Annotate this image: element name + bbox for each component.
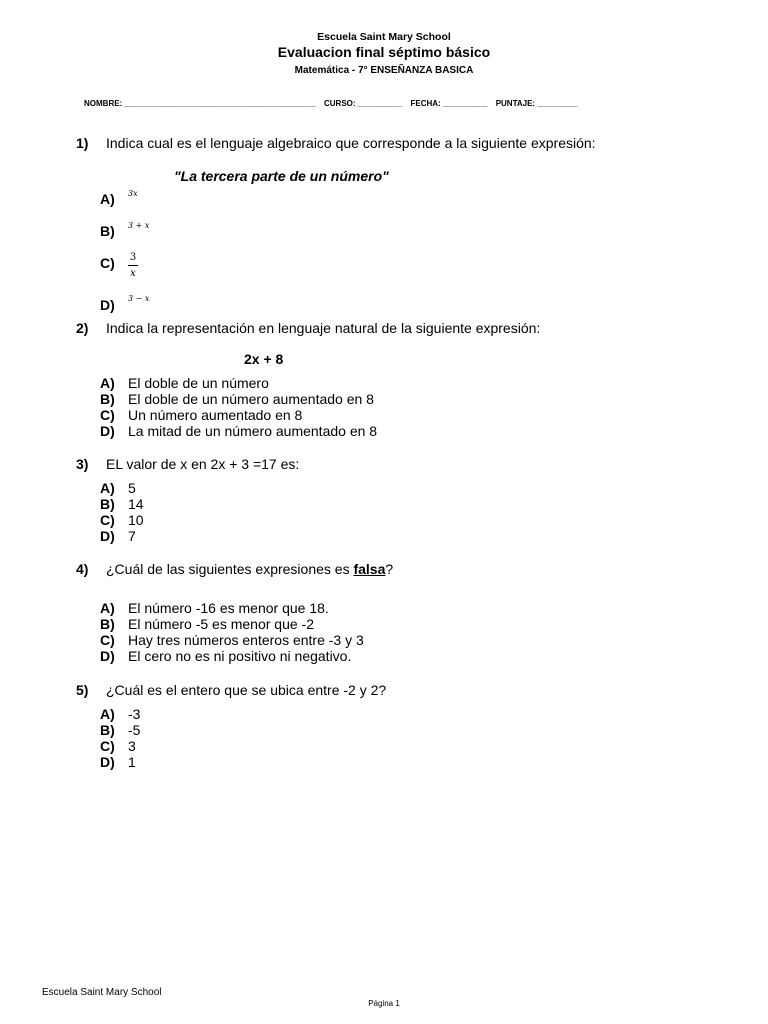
question-4-options xyxy=(100,600,364,664)
exam-title: Evaluacion final séptimo básico xyxy=(277,44,491,60)
question-text: Indica cual es el lenguaje algebraico que corresponde a la siguiente expresión: xyxy=(106,135,596,151)
option-1c-fraction xyxy=(128,252,138,279)
option-3a xyxy=(100,480,144,496)
option-text: -3 xyxy=(128,706,141,722)
field-nombre: NOMBRE: ___________________________________________ xyxy=(84,99,316,108)
option-letter: A) xyxy=(100,375,115,391)
option-3c xyxy=(100,512,144,528)
field-fecha: FECHA: __________ xyxy=(410,99,488,108)
question-number: 5) xyxy=(76,682,89,698)
option-5a xyxy=(100,706,140,722)
question-text: ¿Cuál de las siguientes expresiones es xyxy=(106,561,354,577)
question-emphasis: falsa xyxy=(353,561,386,577)
option-letter: C) xyxy=(100,407,115,423)
fraction-bar xyxy=(128,265,138,266)
option-text: 1 xyxy=(128,754,136,770)
option-letter: B) xyxy=(100,722,115,738)
option-1a xyxy=(100,191,128,207)
question-number: 1) xyxy=(76,135,89,151)
option-2a xyxy=(100,375,377,391)
option-letter: A) xyxy=(100,191,115,207)
question-4 xyxy=(76,561,393,577)
option-1d xyxy=(100,297,128,313)
page-number: Página 1 xyxy=(368,999,400,1008)
question-3-options xyxy=(100,480,144,544)
option-2d xyxy=(100,423,377,439)
option-letter: B) xyxy=(100,391,115,407)
option-3d xyxy=(100,528,144,544)
fraction-numerator: 3 xyxy=(129,252,137,263)
question-number: 4) xyxy=(76,561,89,577)
footer-school: Escuela Saint Mary School xyxy=(42,987,162,998)
option-text: -5 xyxy=(128,722,141,738)
option-text: El doble de un número aumentado en 8 xyxy=(128,391,374,407)
question-text-end: ? xyxy=(385,561,394,577)
option-text: La mitad de un número aumentado en 8 xyxy=(128,423,378,439)
question-5-options xyxy=(100,706,140,770)
option-text: 10 xyxy=(128,512,144,528)
option-text: 5 xyxy=(128,480,136,496)
question-number: 2) xyxy=(76,320,89,336)
option-5c xyxy=(100,738,140,754)
option-1a-expr: 3x xyxy=(128,189,138,198)
option-letter: D) xyxy=(100,297,115,313)
option-letter: A) xyxy=(100,600,115,616)
school-name: Escuela Saint Mary School xyxy=(317,31,451,43)
option-text: Hay tres números enteros entre -3 y 3 xyxy=(128,632,364,648)
question-1-quote: "La tercera parte de un número" xyxy=(174,168,389,184)
question-5 xyxy=(76,682,386,698)
question-number: 3) xyxy=(76,456,89,472)
option-1b xyxy=(100,223,128,239)
question-text: EL valor de x en 2x + 3 =17 es: xyxy=(106,456,300,472)
exam-subtitle: Matemática - 7° ENSEÑANZA BASICA xyxy=(294,65,474,76)
option-letter: C) xyxy=(100,512,115,528)
option-text: El cero no es ni positivo ni negativo. xyxy=(128,648,352,664)
option-5b xyxy=(100,722,140,738)
question-text: ¿Cuál es el entero que se ubica entre -2 y 2? xyxy=(106,682,387,698)
option-letter: C) xyxy=(100,632,115,648)
option-text: 3 xyxy=(128,738,136,754)
option-2b xyxy=(100,391,377,407)
option-2c xyxy=(100,407,377,423)
option-letter: D) xyxy=(100,528,115,544)
option-3b xyxy=(100,496,144,512)
option-text: El número -5 es menor que -2 xyxy=(128,616,314,632)
student-fields xyxy=(84,99,684,108)
question-text: Indica la representación en lenguaje natural de la siguiente expresión: xyxy=(106,320,541,336)
option-letter: D) xyxy=(100,754,115,770)
option-5d xyxy=(100,754,140,770)
question-2 xyxy=(76,320,540,336)
option-letter: A) xyxy=(100,480,115,496)
option-letter: C) xyxy=(100,738,115,754)
option-1d-expr: 3 − x xyxy=(128,294,150,303)
option-text: 14 xyxy=(128,496,144,512)
option-text: El doble de un número xyxy=(128,375,269,391)
option-1c xyxy=(100,255,128,271)
field-puntaje: PUNTAJE: _________ xyxy=(495,99,578,108)
option-4a xyxy=(100,600,364,616)
question-2-options xyxy=(100,375,377,439)
question-1 xyxy=(76,135,596,151)
field-curso: CURSO: __________ xyxy=(324,99,403,108)
option-letter: B) xyxy=(100,496,115,512)
option-4d xyxy=(100,648,364,664)
question-2-expression: 2x + 8 xyxy=(244,351,284,367)
option-letter: B) xyxy=(100,223,115,239)
option-text: 7 xyxy=(128,528,136,544)
option-text: El número -16 es menor que 18. xyxy=(128,600,329,616)
option-4c xyxy=(100,632,364,648)
option-text: Un número aumentado en 8 xyxy=(128,407,303,423)
option-letter: D) xyxy=(100,648,115,664)
option-letter: C) xyxy=(100,255,115,271)
fraction-denominator: x xyxy=(130,268,136,279)
option-letter: A) xyxy=(100,706,115,722)
option-1b-expr: 3 + x xyxy=(128,221,150,230)
question-3 xyxy=(76,456,299,472)
option-4b xyxy=(100,616,364,632)
option-letter: B) xyxy=(100,616,115,632)
option-letter: D) xyxy=(100,423,115,439)
